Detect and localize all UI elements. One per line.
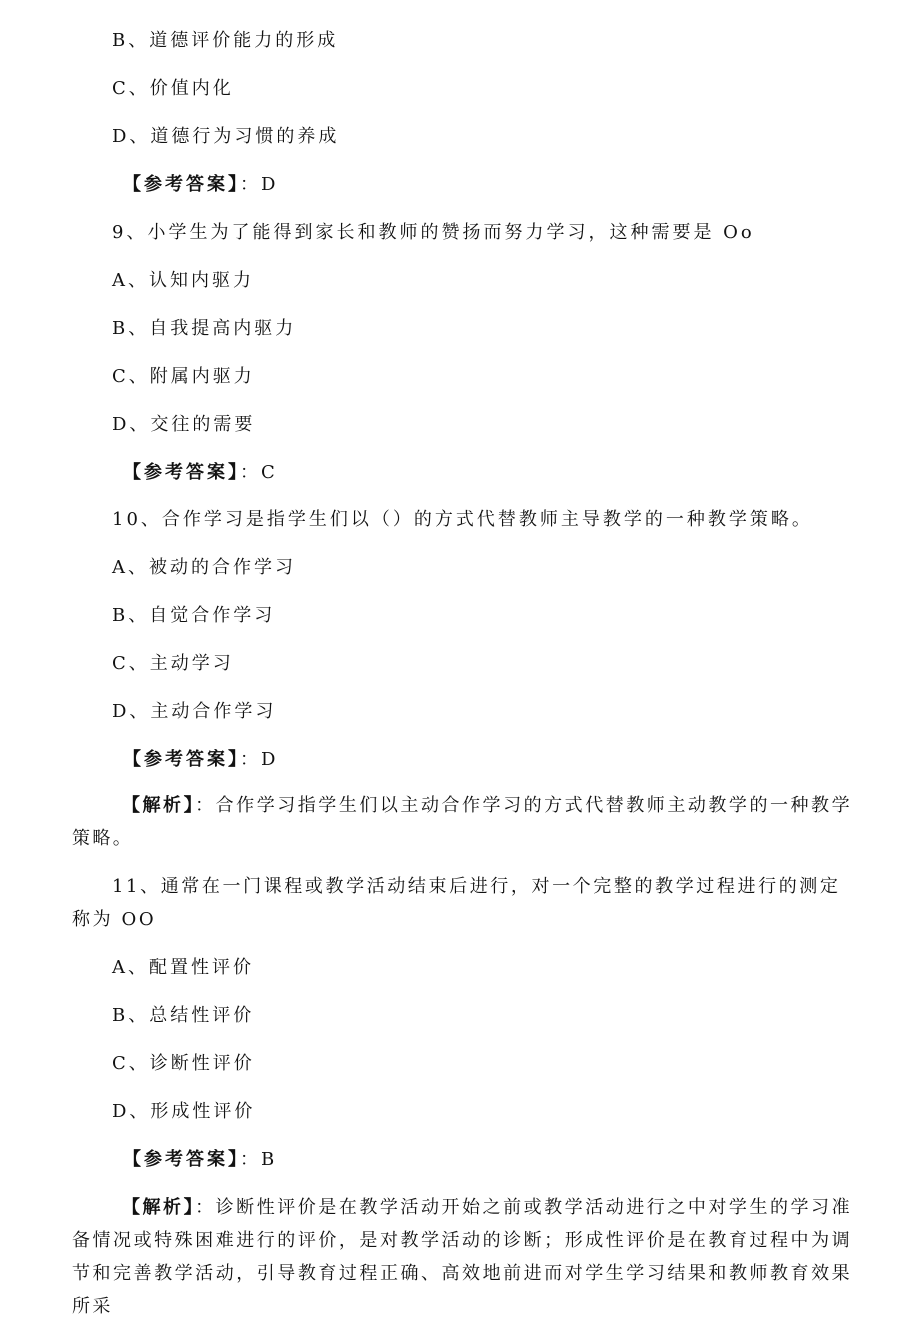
analysis-label: 【解析】 <box>122 795 196 816</box>
analysis-paragraph <box>72 1191 852 1323</box>
option-b: B、道德评价能力的形成 <box>112 30 339 51</box>
option-c: C、附属内驱力 <box>112 366 255 387</box>
option-d: D、形成性评价 <box>112 1101 256 1122</box>
answer-label: 【参考答案】 <box>123 462 240 483</box>
answer-label: 【参考答案】 <box>123 749 240 770</box>
option-d: D、主动合作学习 <box>112 701 277 722</box>
option-a: A、被动的合作学习 <box>112 557 296 578</box>
analysis-label: 【解析】 <box>122 1197 196 1218</box>
option-d: D、道德行为习惯的养成 <box>112 126 340 147</box>
option-c: C、价值内化 <box>112 78 234 99</box>
analysis-paragraph <box>72 789 852 855</box>
answer-line <box>123 748 278 772</box>
answer-value: ：C <box>240 462 278 483</box>
question-10-stem: 10、合作学习是指学生们以（）的方式代替教师主导教学的一种教学策略。 <box>112 509 813 530</box>
answer-line <box>123 461 278 485</box>
analysis-text: ：合作学习指学生们以主动合作学习的方式代替教师主动教学的一种教学策略。 <box>72 795 852 849</box>
option-c: C、主动学习 <box>112 653 234 674</box>
option-d: D、交往的需要 <box>112 414 256 435</box>
answer-value: ：B <box>240 1149 278 1170</box>
option-a: A、认知内驱力 <box>112 270 254 291</box>
answer-line <box>123 173 278 197</box>
option-b: B、自我提高内驱力 <box>112 318 297 339</box>
answer-line <box>123 1148 277 1172</box>
analysis-text: ：诊断性评价是在教学活动开始之前或教学活动进行之中对学生的学习准备情况或特殊困难进行的评价，是对教学活动的诊断；形成性评价是在教育过程中为调节和完善教学活动，引导教育过程正确、高效地前进而对学生学习结果和教师教育效果所采 <box>72 1197 852 1317</box>
option-c: C、诊断性评价 <box>112 1053 255 1074</box>
option-a: A、配置性评价 <box>112 957 254 978</box>
answer-value: ：D <box>240 174 279 195</box>
option-b: B、总结性评价 <box>112 1005 255 1026</box>
answer-label: 【参考答案】 <box>123 1149 240 1170</box>
option-b: B、自觉合作学习 <box>112 605 276 626</box>
answer-label: 【参考答案】 <box>123 174 240 195</box>
question-11-stem: 11、通常在一门课程或教学活动结束后进行，对一个完整的教学过程进行的测定称为 OO <box>72 876 841 930</box>
question-9-stem: 9、小学生为了能得到家长和教师的赞扬而努力学习，这种需要是 Oo <box>112 222 755 243</box>
answer-value: ：D <box>240 749 279 770</box>
